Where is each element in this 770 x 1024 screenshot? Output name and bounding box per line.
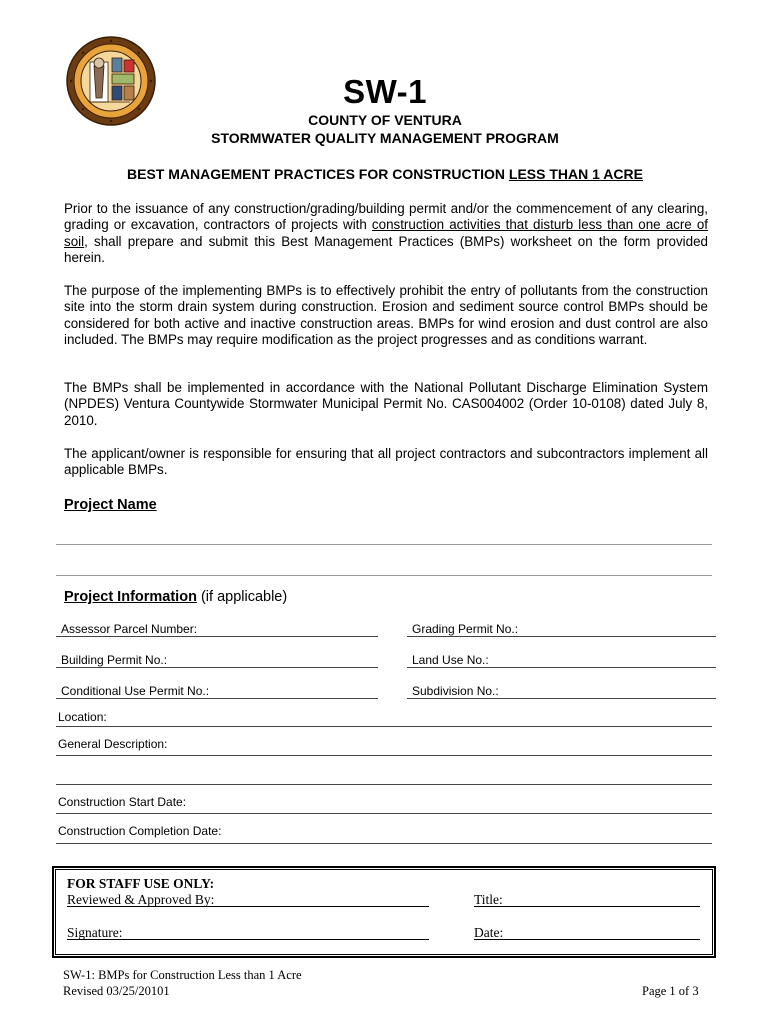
conditional-use-field[interactable] xyxy=(56,698,378,699)
completion-date-label: Construction Completion Date: xyxy=(58,824,222,838)
project-info-heading xyxy=(64,589,287,605)
date-label: Date: xyxy=(474,925,504,940)
date-field[interactable] xyxy=(474,939,700,940)
footer-revision: Revised 03/25/20101 xyxy=(63,984,170,998)
intro-paragraph-1 xyxy=(64,201,708,267)
location-field[interactable] xyxy=(56,726,712,727)
building-permit-label: Building Permit No.: xyxy=(61,653,168,667)
start-date-field[interactable] xyxy=(56,813,712,814)
apn-field[interactable] xyxy=(56,636,378,637)
intro-paragraph-2: The purpose of the implementing BMPs is to effectively prohibit the entry of pollutants from the construction site into the storm drain system during construction. Erosion and sediment source control BMPs should be considered for both active and inactive construction areas. BMPs for wind erosion and dust control are also included. The BMPs may require modification as the project progresses and as conditions warrant. xyxy=(64,283,708,348)
grading-permit-label: Grading Permit No.: xyxy=(412,622,519,636)
intro-p1-end: , shall prepare and submit this Best Management Practices (BMPs) worksheet on the form provided herein. xyxy=(64,233,708,266)
land-use-field[interactable] xyxy=(407,667,716,668)
apn-label: Assessor Parcel Number: xyxy=(61,622,198,636)
building-permit-field[interactable] xyxy=(56,667,378,668)
reviewed-by-field[interactable] xyxy=(67,906,429,907)
staff-title-label: Title: xyxy=(474,892,503,907)
start-date-label: Construction Start Date: xyxy=(58,795,187,809)
subtitle-emphasis: LESS THAN 1 ACRE xyxy=(508,166,643,182)
land-use-label: Land Use No.: xyxy=(412,653,489,667)
completion-date-field[interactable] xyxy=(56,843,712,844)
project-info-heading-text: Project Information xyxy=(64,589,197,605)
project-name-heading xyxy=(64,497,157,513)
document-subtitle xyxy=(0,166,770,182)
footer-page-number: Page 1 of 3 xyxy=(642,984,699,998)
conditional-use-label: Conditional Use Permit No.: xyxy=(61,684,210,698)
signature-field[interactable] xyxy=(67,939,429,940)
project-name-line-1[interactable] xyxy=(56,544,712,545)
signature-label: Signature: xyxy=(67,925,123,940)
subtitle-lead: BEST MANAGEMENT PRACTICES FOR CONSTRUCTION xyxy=(127,166,509,182)
footer-doc-title: SW-1: BMPs for Construction Less than 1 Acre xyxy=(63,968,302,982)
staff-title-field[interactable] xyxy=(474,906,700,907)
intro-p1-start: Prior to the issuance of any construction/grading/building permit and/or the commencement of any clearing, grading or excavation, contractors of projects with xyxy=(64,201,708,233)
program-name: STORMWATER QUALITY MANAGEMENT PROGRAM xyxy=(211,130,559,146)
intro-p1-underlined: construction activities that disturb less than one acre of soil xyxy=(64,217,708,249)
general-description-field-2[interactable] xyxy=(56,784,712,785)
reviewed-by-label: Reviewed & Approved By: xyxy=(67,892,215,907)
general-description-field-1[interactable] xyxy=(56,755,712,756)
agency-name: COUNTY OF VENTURA xyxy=(308,112,462,128)
staff-use-title: FOR STAFF USE ONLY: xyxy=(67,876,215,891)
project-name-line-2[interactable] xyxy=(56,575,712,576)
project-info-heading-note: (if applicable) xyxy=(196,589,288,605)
general-description-label: General Description: xyxy=(58,737,168,751)
form-id-title: SW-1 xyxy=(343,73,427,110)
intro-paragraph-3: The BMPs shall be implemented in accordance with the National Pollutant Discharge Elimination System (NPDES) Ventura Countywide Stormwater Municipal Permit No. CAS004002 (Order 10-0108) dated July 8, 2010. xyxy=(64,380,708,428)
subdivision-field[interactable] xyxy=(407,698,716,699)
intro-paragraph-4: The applicant/owner is responsible for ensuring that all project contractors and subcontractors implement all applicable BMPs. xyxy=(64,446,708,478)
grading-permit-field[interactable] xyxy=(407,636,716,637)
project-name-heading-text: Project Name xyxy=(64,497,157,513)
location-label: Location: xyxy=(58,710,107,724)
subdivision-label: Subdivision No.: xyxy=(412,684,499,698)
